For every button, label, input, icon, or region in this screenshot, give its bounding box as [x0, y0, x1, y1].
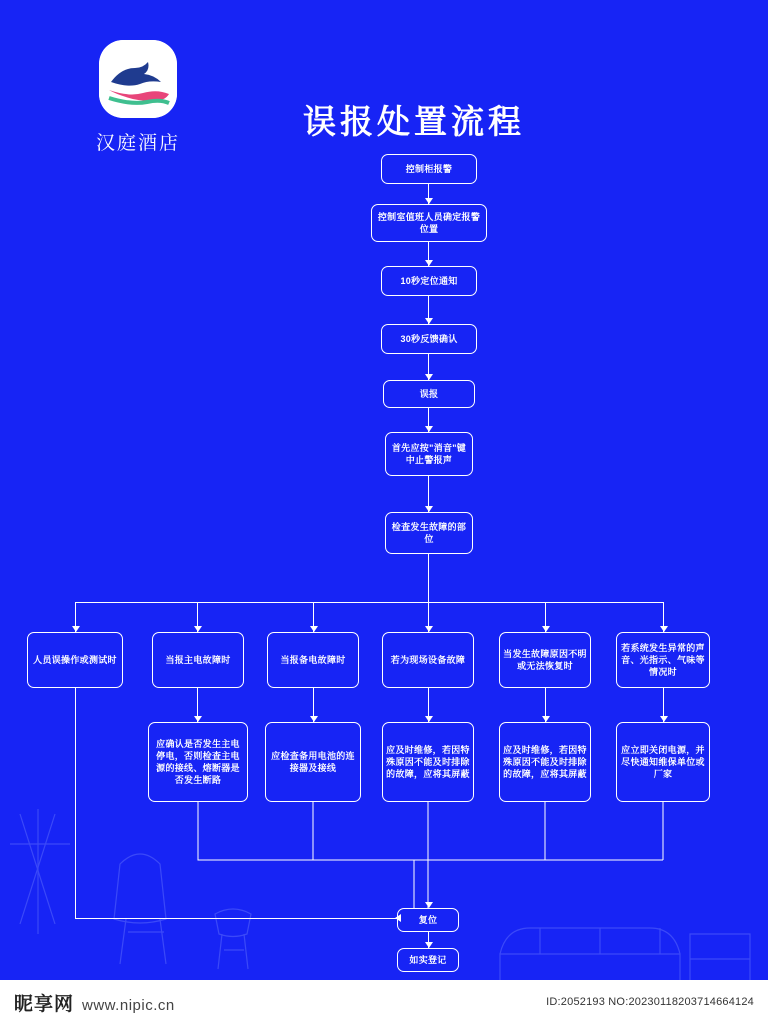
footer-bar [0, 980, 768, 1024]
flow-node-check-fault-location[interactable]: 检查发生故障的部位 [385, 512, 473, 554]
branch-action-5[interactable]: 应及时维修，若因特殊原因不能及时排除的故障，应将其屏蔽 [499, 722, 591, 802]
flow-node-press-mute[interactable]: 首先应按"消音"键中止警报声 [385, 432, 473, 476]
branch-condition-6[interactable]: 若系统发生异常的声音、光指示、气味等情况时 [616, 632, 710, 688]
distribution-bus [75, 602, 663, 603]
flow-node-false-alarm[interactable]: 误报 [383, 380, 475, 408]
connector-cond1-down [75, 688, 76, 918]
flow-node-30s-feedback[interactable]: 30秒反馈确认 [381, 324, 477, 354]
flow-node-10s-notify[interactable]: 10秒定位通知 [381, 266, 477, 296]
flow-node-locate-alarm[interactable]: 控制室值班人员确定报警位置 [371, 204, 487, 242]
branch-condition-5[interactable]: 当发生故障原因不明或无法恢复时 [499, 632, 591, 688]
footer-brand-name: 昵享网 [14, 993, 75, 1015]
branch-action-2[interactable]: 应确认是否发生主电停电，否则检查主电源的接线、熔断器是否发生断路 [148, 722, 248, 802]
footer-meta: ID:2052193 NO:20230118203714664124 [546, 996, 754, 1008]
page-title: 误报处置流程 [303, 103, 525, 140]
connector-cond1-to-reset [75, 918, 400, 919]
branch-condition-4[interactable]: 若为现场设备故障 [382, 632, 474, 688]
branch-action-3[interactable]: 应检查备用电池的连接器及接线 [265, 722, 361, 802]
branch-condition-3[interactable]: 当报备电故障时 [267, 632, 359, 688]
hotel-name: 汉庭酒店 [95, 133, 180, 154]
branch-action-4[interactable]: 应及时维修，若因特殊原因不能及时排除的故障，应将其屏蔽 [382, 722, 474, 802]
connector-n7-bus [428, 554, 429, 602]
flow-node-control-panel-alarm[interactable]: 控制柜报警 [381, 154, 477, 184]
branch-action-6[interactable]: 应立即关闭电源，并尽快通知维保单位或厂家 [616, 722, 710, 802]
footer-url[interactable]: www.nipic.cn [82, 996, 175, 1014]
footer-brand [14, 989, 175, 1016]
branch-condition-2[interactable]: 当报主电故障时 [152, 632, 244, 688]
branch-condition-1[interactable]: 人员误操作或测试时 [27, 632, 123, 688]
flow-node-reset[interactable]: 复位 [397, 908, 459, 932]
flow-node-register[interactable]: 如实登记 [397, 948, 459, 972]
